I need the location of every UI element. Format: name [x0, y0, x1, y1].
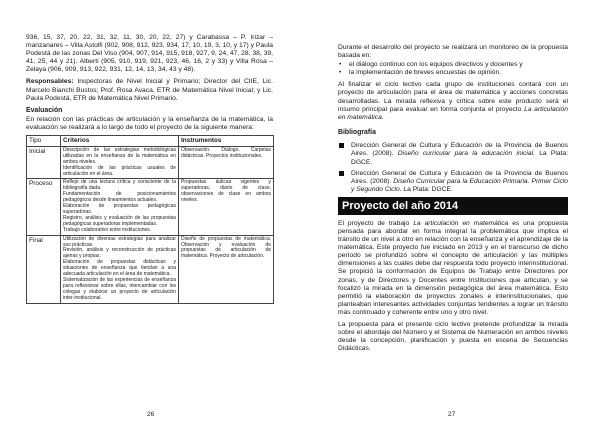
- evaluation-table: [26, 135, 274, 303]
- square-bullet-icon: [339, 171, 344, 176]
- cell-instrumentos: [179, 179, 274, 235]
- criterio-item: Descripción de las estrategias metodológicas utilizadas en la enseñanza de la matemática en ambos niveles.: [63, 146, 176, 165]
- criterio-item: Elaboración de propuestas didácticas y situaciones de enseñanza que tiendan a una adecuada articulación en el área de matemática.: [63, 259, 176, 278]
- criterio-item: Reflejo de una lectura crítica y consciente de la bibliografía dada.: [63, 179, 176, 192]
- page-number-right: 27: [448, 411, 456, 418]
- responsables-text: Inspectoras de Nivel Inicial y Primario; Director del CIIE, Lic. Marcelo Bianchi Bustos; Prof. Rosa Avaca, ETR de Matemática Nivel Inicial; y Lic. Paula Podestá, ETR de Matemática Nivel Primario.: [26, 78, 273, 102]
- criterio-item: Fundamentación de posicionamientos pedagógicos desde lineamientos actuales.: [63, 191, 176, 204]
- bullet-dot-icon: •: [339, 69, 342, 77]
- section-banner: Proyecto del año 2014: [338, 197, 568, 215]
- bibliography-entry: Dirección General de Cultura y Educación de la Provincia de Buenos Aires. (2008). Diseño Curricular para la Educación Primaria. Primer Ciclo y Segundo Ciclo. La Plata: DGCE.: [338, 170, 568, 194]
- instrumento-item: Diseño de propuestas de matemática. Observación y evaluación de propuestas de articulación de matemática. Proyecto de articulación.: [181, 235, 271, 260]
- criterio-item: Utilización de diversas estrategias para analizar sus prácticas.: [63, 235, 176, 248]
- criterio-item: Trabajo colaborativo entre instituciones.: [63, 226, 152, 233]
- header-criterios: Criterios: [61, 136, 179, 147]
- cell-criterios: [61, 235, 179, 303]
- header-instrumentos: Instrumentos: [179, 136, 274, 147]
- right-column: [338, 44, 568, 357]
- page-number-left: 26: [147, 411, 155, 418]
- cell-tipo: Proceso: [27, 179, 61, 235]
- proyecto-paragraph-2: La propuesta para el presente ciclo lectivo pretende profundizar la mirada sobre el abordaje del Número y el Sistema de Numeración en ambos niveles desde la concepción, planificación y puesta en escena de Secuencias Didácticas.: [338, 321, 568, 353]
- responsables-paragraph: [26, 78, 273, 102]
- left-column: [26, 34, 273, 304]
- table-row-inicial: [27, 146, 274, 179]
- list-item: • el diálogo continuo con los equipos directivos y docentes y: [339, 61, 523, 69]
- bibliografia-heading: Bibliografía: [338, 128, 376, 136]
- criterio-item: Identificación de las prácticas usuales de articulación en el área.: [63, 164, 176, 177]
- right-page: [300, 0, 600, 425]
- cell-tipo: Final: [27, 235, 61, 303]
- table-header-row: [27, 136, 274, 147]
- criterio-item: Sistematización de las experiencias de enseñanza para reflexionar sobre ellas, intercambiar con los colegas y elaborar un proyecto de articulación inter-institucional.: [63, 276, 176, 301]
- cell-criterios: [61, 146, 179, 179]
- bibliography-list: [338, 142, 568, 194]
- evaluacion-paragraph: En relación con las prácticas de articulación y la enseñanza de la matemática, la evaluación se realizará a lo largo de todo el proyecto de la siguiente manera:: [26, 116, 273, 132]
- bullet-dot-icon: •: [339, 61, 342, 69]
- bibliography-entry: Dirección General de Cultura y Educación de la Provincia de Buenos Aires. (2008). Diseño curricular para la educación inicial. La Plata: DGCE.: [338, 142, 568, 166]
- cell-instrumentos: [179, 235, 274, 303]
- evaluacion-heading: Evaluación: [26, 106, 63, 114]
- cell-tipo: Inicial: [27, 146, 61, 179]
- instrumento-item: Observación. Diálogo. Carpetas didácticas. Proyectos institucionales.: [181, 146, 271, 159]
- monitoreo-intro: Durante el desarrollo del proyecto se realizará un monitoreo de la propuesta basada en:: [338, 44, 568, 60]
- cell-instrumentos: [179, 146, 274, 179]
- responsables-label: Responsables:: [26, 78, 74, 86]
- proyecto-paragraph-1: El proyecto de trabajo La articulación en matemática es una propuesta pensada para abordar en forma integral la problemática que implica el tránsito de un nivel a otro en relación con la enseñanza y el aprendizaje de la matemática. Este proyecto fue iniciado en 2013 y en el transcurso de dicho período se profundizó sobre el concepto de articulación y las múltiples dimensiones a las cuales debe dar respuesta todo proyecto interinstitucional. Se propició la conformación de Equipos de Trabajo entre Directores por zonas, y de Directores y Docentes entre Instituciones que articulan, y se focalizó la mirada en la dimensión pedagógica del área matemática. Esto permitió la elaboración de proyectos zonales e interinstitucionales, que planteaban interesantes actividades conjuntas tendientes a lograr un tránsito más continuado y coherente entre uno y otro nivel.: [338, 219, 569, 316]
- header-tipo: Tipo: [27, 136, 61, 147]
- closing-paragraph: Al finalizar el ciclo lectivo cada grupo de instituciones contará con un proyecto de articulación para el área de matemática y acciones concretas desarrolladas. La mirada reflexiva y crítica sobre este producto será el insumo principal para evaluar en forma conjunta el proyecto La articulación en matemática.: [338, 81, 568, 121]
- criterio-item: Elaboración de propuestas pedagógicas superadoras.: [63, 203, 176, 215]
- table-row-proceso: [27, 179, 274, 235]
- table-row-final: [27, 235, 274, 303]
- square-bullet-icon: [339, 143, 344, 148]
- criterio-item: Registro, análisis y evaluación de las propuestas pedagógicas superadoras implementadas.: [63, 214, 176, 227]
- monitoreo-list: [338, 61, 568, 77]
- instrumento-item: Propuestas áulicas vigentes y superadoras, diario de clase, observaciones de clase en ambos niveles.: [181, 179, 271, 204]
- cell-criterios: [61, 179, 179, 235]
- criterio-item: Revisión, análisis y reconstrucción de prácticas ajenas y propias.: [63, 247, 176, 260]
- list-item: • la implementación de breves encuestas de opinión.: [339, 69, 502, 77]
- schools-list-paragraph: 936, 15, 37, 20, 22, 31, 32, 11, 30, 20, 22, 27) y Carabassa – P. Irizar – manzanares – Villa Astolfi (902, 908, 912, 923, 934, 17, 10, 19, 3, 10, y 17) y Paula Podestá de las zonas Del Viso (904, 907, 914, 915, 918, 927, 9, 24, 47, 28, 38, 39, 41, 25, 44 y 21). Alberti (905, 910, 919, 921, 923, 46, 16, 2 y 33) y Villa Rosa – Zelaya (906, 909, 913, 922, 931, 12, 14, 13, 34, 43 y 48).: [26, 34, 273, 74]
